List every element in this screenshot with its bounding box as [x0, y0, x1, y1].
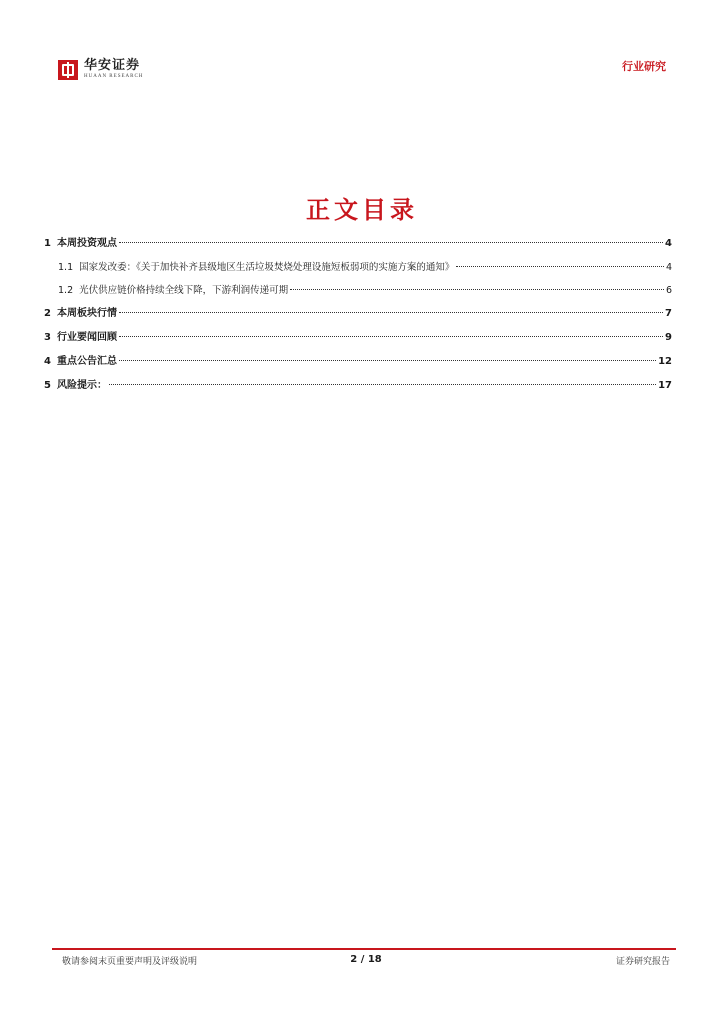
toc-entry[interactable]: [44, 350, 672, 374]
toc-entry-title: 风险提示：: [56, 380, 107, 391]
report-category: 行业研究: [622, 60, 666, 73]
toc-leader-dots: [290, 289, 664, 290]
toc-leader-dots: [109, 384, 656, 385]
toc-entry-number: 2: [44, 308, 51, 319]
page-footer: [62, 954, 670, 970]
toc-title: 正文目录: [306, 196, 418, 224]
toc-entry-page: 9: [665, 332, 672, 343]
toc-entry[interactable]: [44, 256, 672, 279]
table-of-contents: [44, 232, 672, 398]
toc-entry-page: 4: [665, 262, 672, 273]
toc-leader-dots: [119, 360, 656, 361]
toc-entry-page: 7: [665, 308, 672, 319]
report-type: 证券研究报告: [615, 957, 670, 967]
logo-name-cn: 华安证券: [84, 58, 141, 73]
toc-entry-page: 4: [665, 238, 672, 249]
toc-entry-number: 1.1: [58, 262, 74, 273]
toc-entry-title: 国家发改委：《关于加快补齐县级地区生活垃圾焚烧处理设施短板弱项的实施方案的通知》: [79, 262, 455, 273]
footer-divider: [52, 948, 676, 950]
toc-entry[interactable]: [44, 302, 672, 326]
toc-leader-dots: [119, 336, 663, 337]
toc-entry-page: 17: [658, 380, 672, 391]
logo-name-en: HUAAN RESEARCH: [84, 74, 144, 79]
toc-entry[interactable]: [44, 326, 672, 350]
huaan-seal-icon: [58, 60, 78, 80]
page-header: [58, 58, 666, 84]
page-number: 2 / 18: [350, 954, 382, 965]
toc-entry-number: 1: [44, 238, 51, 249]
toc-entry-title: 重点公告汇总: [56, 356, 117, 367]
toc-entry-title: 行业要闻回顾: [56, 332, 117, 343]
disclaimer-note: 敬请参阅末页重要声明及评级说明: [62, 957, 198, 967]
toc-entry-number: 5: [44, 380, 51, 391]
toc-entry[interactable]: [44, 232, 672, 256]
toc-entry-page: 12: [658, 356, 672, 367]
toc-entry-title: 本周板块行情: [56, 308, 117, 319]
toc-entry-number: 1.2: [58, 285, 74, 296]
toc-entry-number: 4: [44, 356, 51, 367]
company-logo: [58, 58, 143, 80]
toc-entry-page: 6: [665, 285, 672, 296]
toc-leader-dots: [456, 266, 664, 267]
toc-entry[interactable]: [44, 374, 672, 398]
toc-leader-dots: [119, 312, 663, 313]
logo-text: [84, 58, 143, 80]
toc-entry[interactable]: [44, 279, 672, 302]
toc-entry-title: 光伏供应链价格持续全线下降，下游利润传递可期: [79, 285, 289, 296]
toc-entry-title: 本周投资观点: [56, 238, 117, 249]
toc-entry-number: 3: [44, 332, 51, 343]
toc-leader-dots: [119, 242, 663, 243]
